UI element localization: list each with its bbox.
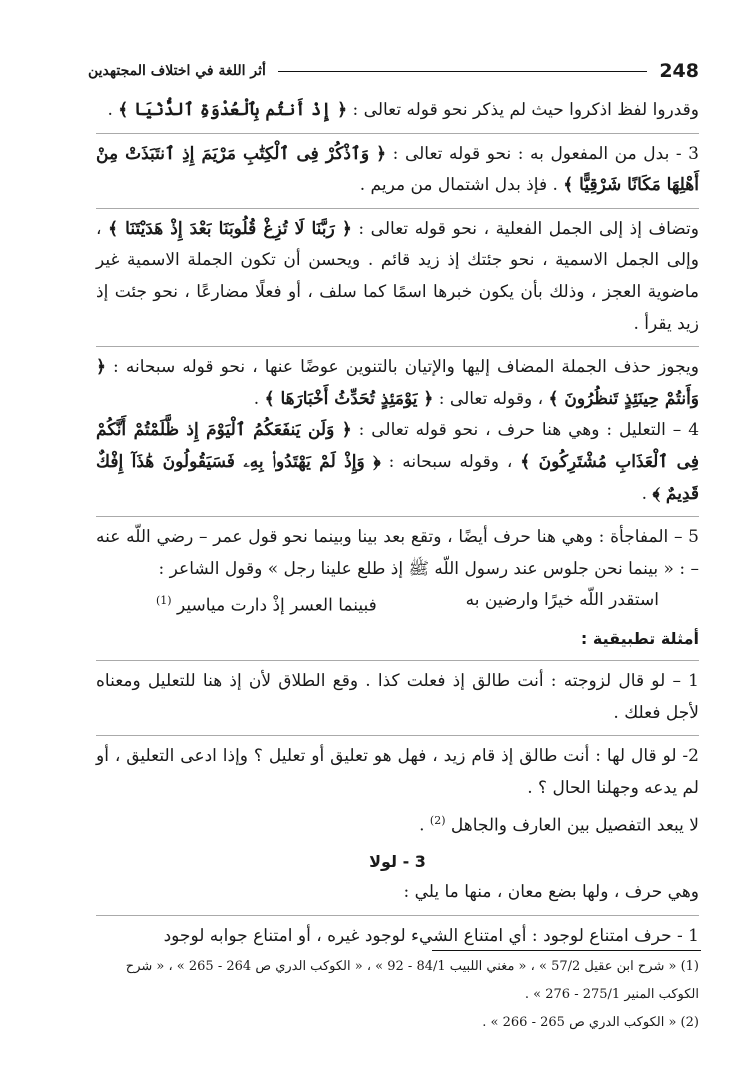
- footnote-1: (1) « شرح ابن عقيل 57/2 » ، « مغني اللبيب 84/1 - 92 » ، « الكوكب الدري ص 264 - 265 » ، « شرح الكوكب المنير 275/1 - 276 » .: [125, 959, 699, 1002]
- example-3-text: لا يبعد التفصيل بين العارف والجاهل: [445, 815, 699, 836]
- example-2: 2- لو قال لها : أنت طالق إذ قام زيد ، فهل هو تعليق أو تعليل ؟ وإذا ادعى التعليق ، أو لم يدعه وجهلنا الحال ؟ .: [96, 746, 699, 798]
- page-header: [88, 58, 699, 84]
- separator: [96, 516, 699, 517]
- quran-verse: ﴿ رَبَّنَا لَا تُزِغْ قُلُوبَنَا بَعْدَ إِذْ هَدَيْتَنَا ﴾: [108, 218, 352, 239]
- quran-verse: ﴿ يَوْمَئِذٍ تُحَدِّثُ أَخْبَارَهَا ﴾: [264, 388, 434, 409]
- quran-verse: ﴿ وَلَن يَنفَعَكُمُ ٱلْيَوْمَ إِذ ظَّلَمْتُمْ أَنَّكُمْ فِى ٱلْعَذَابِ مُشْتَرِكُونَ ﴾: [96, 420, 699, 472]
- quran-verse: ﴿ إِذْ أَنتُم بِٱلْعُدْوَةِ ٱلدُّنْيَا ﴾: [118, 100, 348, 120]
- page-number: 248: [659, 60, 699, 82]
- paragraph-tail: .: [107, 100, 119, 120]
- paragraph-tail: .: [253, 388, 265, 409]
- paragraph-text: ويجوز حذف الجملة المضاف إليها والإتيان بالتنوين عوضًا عنها ، نحو قوله سبحانه :: [105, 357, 699, 378]
- paragraph-p2: [96, 139, 699, 202]
- running-title: أثر اللغة في اختلاف المجتهدين: [88, 63, 266, 79]
- poem-verse: [96, 585, 699, 622]
- poem-hemistich-1: استقدر اللّه خيرًا وارضين به: [465, 590, 659, 611]
- examples-heading: أمثلة تطبيقية :: [580, 628, 699, 648]
- paragraph-tail: .: [641, 483, 653, 504]
- paragraph-mid: ، وقوله تعالى :: [433, 388, 549, 409]
- separator: [96, 208, 699, 209]
- footnote-ref: (2): [429, 813, 446, 827]
- footnote-ref: (1): [156, 594, 172, 608]
- paragraph-p6: 5 – المفاجأة : وهي هنا حرف أيضًا ، وتقع بعد بينا وبينما نحو قول عمر – رضي اللّه عنه – : « بينما نحن جلوس عند رسول اللّه ﷺ إذ طلع علينا رجل » وقول الشاعر :: [96, 527, 699, 579]
- paragraph-p1: [96, 95, 699, 127]
- footnote-rule: [432, 950, 701, 951]
- poem-hemistich-2-wrap: [156, 585, 377, 622]
- paragraph-p4: [96, 352, 699, 415]
- paragraph-text: وقدروا لفظ اذكروا حيث لم يذكر نحو قوله تعالى :: [347, 100, 699, 120]
- paragraph-tail: ، وإلى الجمل الاسمية ، نحو جئتك إذ زيد قائم . ويحسن أن تكون الجملة الاسمية غير ماضوية العجز ، وذلك بأن يكون خبرها اسمًا كما سلف ، أو فعلًا مضارعًا ، نحو جئت إذ زيد يقرأ .: [96, 218, 699, 334]
- quran-verse: ﴿ وَأَنتُمْ حِينَئِذٍ تَنظُرُونَ ﴾: [96, 357, 699, 409]
- paragraph-p7: وهي حرف ، ولها بضع معان ، منها ما يلي :: [403, 882, 699, 903]
- paragraph-text: 4 – التعليل : وهي هنا حرف ، نحو قوله تعالى :: [351, 420, 700, 441]
- example-3-tail: .: [419, 815, 430, 836]
- example-3: [96, 805, 699, 842]
- poem-hemistich-2: فبينما العسر إذْ دارت مياسير: [177, 595, 377, 616]
- footnote-2: (2) « الكوكب الدري ص 265 - 266 » .: [482, 1015, 699, 1030]
- paragraph-mid: ، وقوله سبحانه :: [380, 451, 521, 472]
- header-rule: [278, 71, 647, 72]
- footnotes: [96, 953, 699, 1037]
- section-heading-lawla: 3 - لولا: [369, 851, 426, 871]
- separator: [96, 346, 699, 347]
- paragraph-tail: . فإذ بدل اشتمال من مريم .: [359, 175, 564, 196]
- quran-verse: ﴿ وَٱذْكُرْ فِى ٱلْكِتَٰبِ مَرْيَمَ إِذِ ٱنتَبَذَتْ مِنْ أَهْلِهَا مَكَانًا شَرْقِيًّا ﴾: [96, 143, 699, 196]
- paragraph-p3: [96, 214, 699, 340]
- separator: [96, 735, 699, 736]
- paragraph-text: 3 - بدل من المفعول به : نحو قوله تعالى :: [386, 143, 699, 164]
- separator: [96, 660, 699, 661]
- example-1: 1 – لو قال لزوجته : أنت طالق إذ فعلت كذا . وقع الطلاق لأن إذ هنا للتعليل ومعناه لأجل فعلك .: [96, 671, 699, 723]
- quran-verse: ﴿ وَإِذْ لَمْ يَهْتَدُوا۟ بِهِۦ فَسَيَقُولُونَ هَٰذَآ إِفْكٌ قَدِيمٌ ﴾: [96, 451, 699, 504]
- paragraph-p8: 1 - حرف امتناع لوجود : أي امتناع الشيء لوجود غيره ، أو امتناع جوابه لوجود: [163, 925, 699, 946]
- page-body: [96, 95, 699, 953]
- separator: [96, 133, 699, 134]
- paragraph-p5: [96, 415, 699, 510]
- paragraph-text: وتضاف إذ إلى الجمل الفعلية ، نحو قوله تعالى :: [351, 218, 699, 239]
- separator: [96, 915, 699, 916]
